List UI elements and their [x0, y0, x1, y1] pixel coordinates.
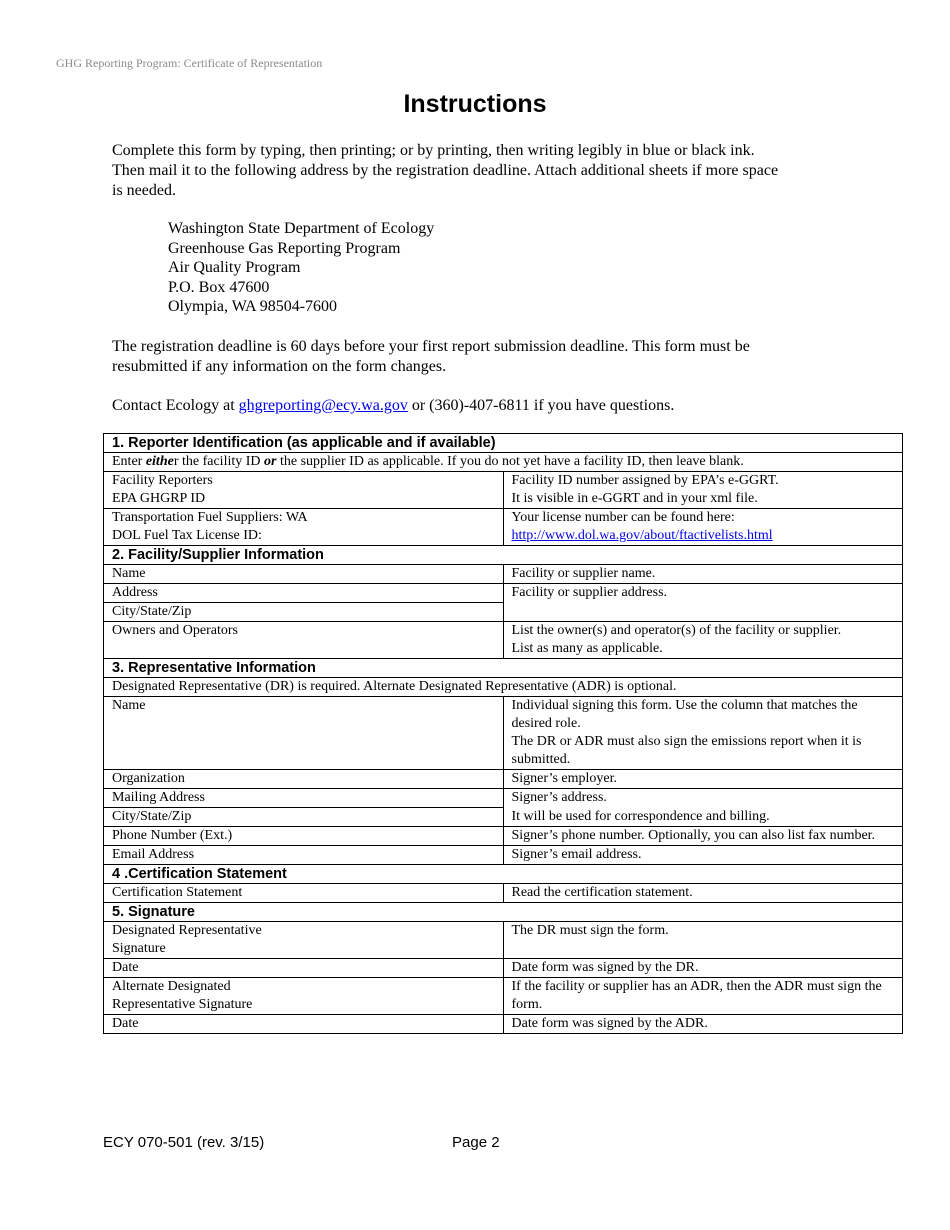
instruction-line: Facility ID number assigned by EPA’s e-GGRT.: [511, 473, 779, 488]
field-instruction: [503, 472, 903, 509]
section-note: Designated Representative (DR) is required. Alternate Designated Representative (ADR) is optional.: [104, 678, 903, 697]
table-row: [104, 770, 903, 789]
label-line: EPA GHGRP ID: [112, 491, 206, 506]
page-number: Page 2: [452, 1134, 500, 1151]
field-instruction: Signer’s employer.: [503, 770, 903, 789]
field-label: Mailing Address: [104, 789, 504, 808]
field-label: [104, 472, 504, 509]
field-instruction: [503, 622, 903, 659]
deadline-line: resubmitted if any information on the form changes.: [112, 358, 447, 375]
table-row: [104, 978, 903, 1015]
field-instruction: It will be used for correspondence and billing.: [503, 808, 903, 827]
field-label: Email Address: [104, 846, 504, 865]
field-label: Date: [104, 1015, 504, 1034]
dol-license-link[interactable]: http://www.dol.wa.gov/about/ftactivelists.html: [511, 528, 773, 543]
address-line: P.O. Box 47600: [168, 278, 270, 296]
field-instruction: Date form was signed by the DR.: [503, 959, 903, 978]
field-instruction: Date form was signed by the ADR.: [503, 1015, 903, 1034]
instructions-table: [103, 433, 903, 1034]
section-header-row: [104, 434, 903, 453]
note-emphasis: or: [264, 454, 277, 469]
section-note: [104, 453, 903, 472]
label-line: Representative Signature: [112, 997, 253, 1012]
field-instruction: If the facility or supplier has an ADR, then the ADR must sign the form.: [503, 978, 903, 1015]
deadline-paragraph: [112, 337, 842, 377]
field-label: Name: [104, 697, 504, 770]
section-title: 4 .Certification Statement: [104, 865, 903, 884]
table-row: [104, 922, 903, 959]
label-line: Facility Reporters: [112, 473, 213, 488]
note-emphasis: eithe: [145, 454, 174, 469]
field-label: Phone Number (Ext.): [104, 827, 504, 846]
field-label: Date: [104, 959, 504, 978]
address-line: Greenhouse Gas Reporting Program: [168, 239, 401, 257]
section-title: 1. Reporter Identification (as applicable and if available): [104, 434, 903, 453]
instruction-line: List as many as applicable.: [511, 641, 663, 656]
field-label: Address: [104, 584, 504, 603]
table-row: [104, 808, 903, 827]
table-row: [104, 697, 903, 770]
field-label: [104, 922, 504, 959]
intro-paragraph: [112, 141, 842, 201]
table-row: [104, 472, 903, 509]
field-instruction: Signer’s address.: [503, 789, 903, 808]
table-row: [104, 678, 903, 697]
field-label: City/State/Zip: [104, 808, 504, 827]
field-label: City/State/Zip: [104, 603, 504, 622]
table-row: [104, 509, 903, 546]
table-row: [104, 789, 903, 808]
table-row: [104, 622, 903, 659]
contact-paragraph: [112, 396, 842, 416]
page-title: Instructions: [403, 90, 547, 118]
note-text: r the facility ID: [173, 454, 265, 469]
deadline-line: The registration deadline is 60 days before your first report submission deadline. This form must be: [112, 338, 750, 355]
field-instruction: [503, 509, 903, 546]
table-row: [104, 846, 903, 865]
label-line: Designated Representative: [112, 923, 262, 938]
section-header-row: [104, 865, 903, 884]
label-line: DOL Fuel Tax License ID:: [112, 528, 262, 543]
field-instruction: Read the certification statement.: [503, 884, 903, 903]
instruction-line: It is visible in e-GGRT and in your xml file.: [511, 491, 758, 506]
note-text: Enter: [112, 454, 146, 469]
table-row: [104, 827, 903, 846]
instruction-line: Your license number can be found here:: [511, 510, 735, 525]
section-header-row: [104, 546, 903, 565]
field-instruction: [503, 697, 903, 770]
field-instruction: The DR must sign the form.: [503, 922, 903, 959]
instruction-line: Individual signing this form. Use the column that matches the desired role.: [511, 698, 858, 731]
field-instruction: Signer’s phone number. Optionally, you can also list fax number.: [503, 827, 903, 846]
intro-line: Complete this form by typing, then printing; or by printing, then writing legibly in blue or black ink.: [112, 142, 755, 159]
field-instruction: Facility or supplier name.: [503, 565, 903, 584]
instruction-line: The DR or ADR must also sign the emissions report when it is submitted.: [511, 734, 862, 767]
field-instruction: Facility or supplier address.: [503, 584, 903, 622]
intro-line: Then mail it to the following address by the registration deadline. Attach additional sheets if more space: [112, 162, 779, 179]
contact-prefix: Contact Ecology at: [112, 397, 239, 414]
field-label: Organization: [104, 770, 504, 789]
label-line: Alternate Designated: [112, 979, 231, 994]
field-label: [104, 978, 504, 1015]
table-row: [104, 1015, 903, 1034]
section-title: 5. Signature: [104, 903, 903, 922]
table-row: [104, 884, 903, 903]
label-line: Transportation Fuel Suppliers: WA: [112, 510, 308, 525]
table-row: [104, 453, 903, 472]
field-label: [104, 509, 504, 546]
address-line: Washington State Department of Ecology: [168, 220, 435, 237]
field-label: Owners and Operators: [104, 622, 504, 659]
contact-suffix: or (360)-407-6811 if you have questions.: [407, 397, 675, 414]
running-header: GHG Reporting Program: Certificate of Representation: [56, 56, 323, 70]
note-text: the supplier ID as applicable. If you do not yet have a facility ID, then leave blank.: [276, 454, 744, 469]
field-instruction: Signer’s email address.: [503, 846, 903, 865]
address-line: Air Quality Program: [168, 259, 301, 276]
table-row: [104, 959, 903, 978]
section-header-row: [104, 659, 903, 678]
mailing-address-block: [168, 219, 434, 317]
field-label: Name: [104, 565, 504, 584]
intro-line: is needed.: [112, 182, 176, 199]
field-label: Certification Statement: [104, 884, 504, 903]
section-header-row: [104, 903, 903, 922]
section-title: 2. Facility/Supplier Information: [104, 546, 903, 565]
address-line: Olympia, WA 98504-7600: [168, 298, 338, 315]
section-title: 3. Representative Information: [104, 659, 903, 678]
table-row: [104, 584, 903, 603]
form-id-footer: ECY 070-501 (rev. 3/15): [103, 1134, 265, 1151]
label-line: Signature: [112, 941, 166, 956]
table-row: [104, 565, 903, 584]
contact-email-link[interactable]: ghgreporting@ecy.wa.gov: [238, 397, 408, 414]
instruction-line: List the owner(s) and operator(s) of the facility or supplier.: [511, 623, 842, 638]
